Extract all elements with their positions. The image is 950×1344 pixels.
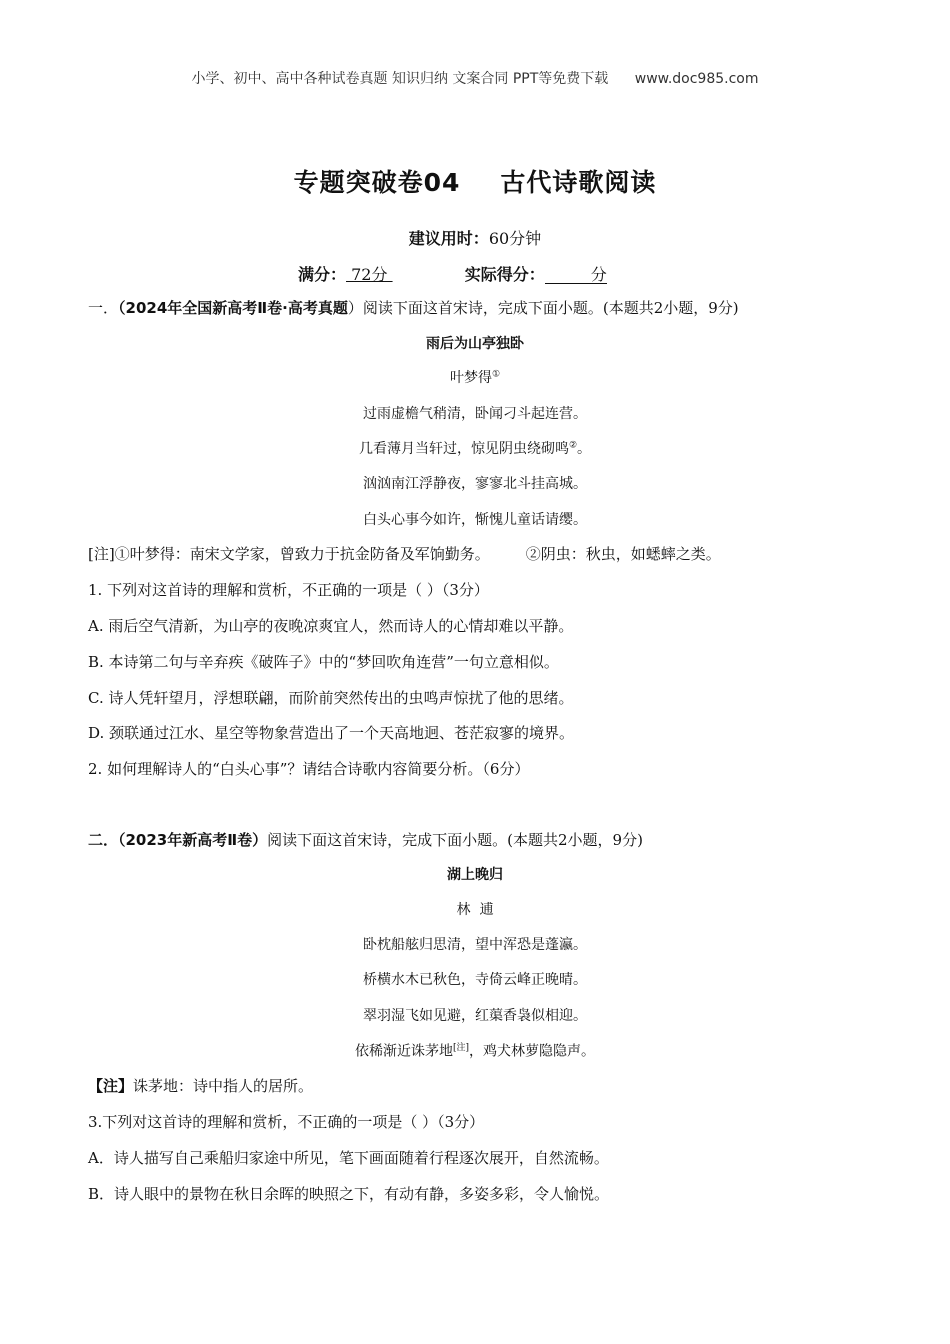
question-2: 2. 如何理解诗人的“白头心事”？请结合诗歌内容简要分析。（6分）: [88, 760, 530, 778]
section1-number: 一．: [88, 299, 119, 317]
poem1-line-4: 白头心事今如许，惭愧儿童话请缨。: [363, 512, 587, 528]
section1-source: （2024年全国新高考Ⅱ卷·高考真题: [118, 299, 348, 317]
poem2-note-label: 【注】: [88, 1077, 134, 1095]
question-3-option-b: B．诗人眼中的景物在秋日余晖的映照之下，有动有静，多姿多彩，令人愉悦。: [88, 1185, 610, 1203]
poem2-author: 林 逋: [456, 902, 494, 918]
time-value: 60分钟: [488, 229, 542, 248]
question-1-option-d: D. 颈联通过江水、星空等物象营造出了一个天高地迥、苍茫寂寥的境界。: [88, 724, 575, 742]
title-right: 古代诗歌阅读: [500, 168, 657, 197]
poem1-line-2: [0, 438, 950, 458]
poem2-line-4-start: 依稀渐近诛茅地: [354, 1043, 453, 1060]
full-score-label: 满分：: [298, 265, 347, 284]
question-1-option-c: C. 诗人凭轩望月，浮想联翩，而阶前突然传出的虫鸣声惊扰了他的思绪。: [88, 689, 574, 707]
suggested-time: [0, 226, 950, 249]
poem2-line-3: 翠羽湿飞如见避，红蕖香袅似相迎。: [363, 1008, 587, 1024]
actual-score-blank[interactable]: [545, 267, 607, 284]
poem2-line-1: 卧枕船舷归思清，望中浑恐是蓬瀛。: [363, 937, 587, 953]
header-site-link[interactable]: www.doc985.com: [634, 71, 759, 87]
poem1-note-1: [注]①叶梦得：南宋文学家，曾致力于抗金防备及军饷勤务。: [88, 545, 490, 563]
poem2-line-4-end: ，鸡犬林萝隐隐声。: [469, 1043, 596, 1060]
header-text: 小学、初中、高中各种试卷真题 知识归纳 文案合同 PPT等免费下载: [191, 71, 609, 87]
question-3-option-a: A．诗人描写自己乘船归家途中所见，笔下画面随着行程逐次展开，自然流畅。: [88, 1149, 609, 1167]
poem1-author-note: ①: [491, 369, 501, 380]
section1-intro: [88, 297, 739, 318]
poem1-title: 雨后为山亭独卧: [426, 336, 524, 352]
page-title: [0, 163, 950, 199]
poem2-line-4: [0, 1040, 950, 1061]
poem1-line-2-note: ②: [568, 440, 578, 451]
question-1-option-a: A. 雨后空气清新，为山亭的夜晚凉爽宜人，然而诗人的心情却难以平静。: [88, 617, 574, 635]
poem2-note-text: 诛茅地：诗中指人的居所。: [133, 1077, 314, 1095]
question-3: 3.下列对这首诗的理解和赏析，不正确的一项是（ ）（3分）: [88, 1113, 485, 1131]
actual-score-label: 实际得分：: [464, 265, 545, 284]
full-score-value: 72分: [346, 265, 393, 284]
question-1-option-b: B. 本诗第二句与辛弃疾《破阵子》中的“梦回吹角连营”一句立意相似。: [88, 653, 559, 671]
poem1-note-2: ②阴虫：秋虫，如蟋蟀之类。: [525, 545, 721, 563]
poem1-line-1: 过雨虚檐气稍清，卧闻刁斗起连营。: [363, 406, 587, 422]
poem2-title: 湖上晚归: [447, 867, 503, 883]
poem2-line-2: 桥横水木已秋色，寺倚云峰正晚晴。: [363, 972, 587, 988]
poem1-line-3: 汹汹南江浮静夜，寥寥北斗挂高城。: [363, 476, 587, 492]
section1-instruction: ）阅读下面这首宋诗，完成下面小题。(本题共2小题，9分): [347, 299, 739, 317]
section2-instruction: 阅读下面这首宋诗，完成下面小题。(本题共2小题，9分): [267, 831, 643, 849]
poem2-note: [88, 1075, 313, 1096]
actual-score-unit: 分: [590, 265, 607, 284]
section2-intro: [88, 829, 643, 850]
section2-source: 二．（2023年新高考Ⅱ卷）: [88, 831, 268, 849]
poem1-author-name: 叶梦得: [449, 370, 492, 386]
poem1-notes: [88, 543, 721, 564]
page-header: [0, 68, 950, 88]
score-line: [298, 262, 607, 285]
poem1-line-2-text: 几看薄月当轩过，惊见阴虫绕砌鸣: [358, 441, 569, 457]
poem1-line-2-end: 。: [577, 441, 592, 457]
question-1: 1. 下列对这首诗的理解和赏析，不正确的一项是（ ）（3分）: [88, 581, 489, 599]
poem1-author: [0, 367, 950, 387]
title-left: 专题突破卷04: [293, 168, 461, 197]
time-label: 建议用时：: [408, 229, 489, 248]
poem2-line-4-note: [注]: [452, 1043, 470, 1053]
